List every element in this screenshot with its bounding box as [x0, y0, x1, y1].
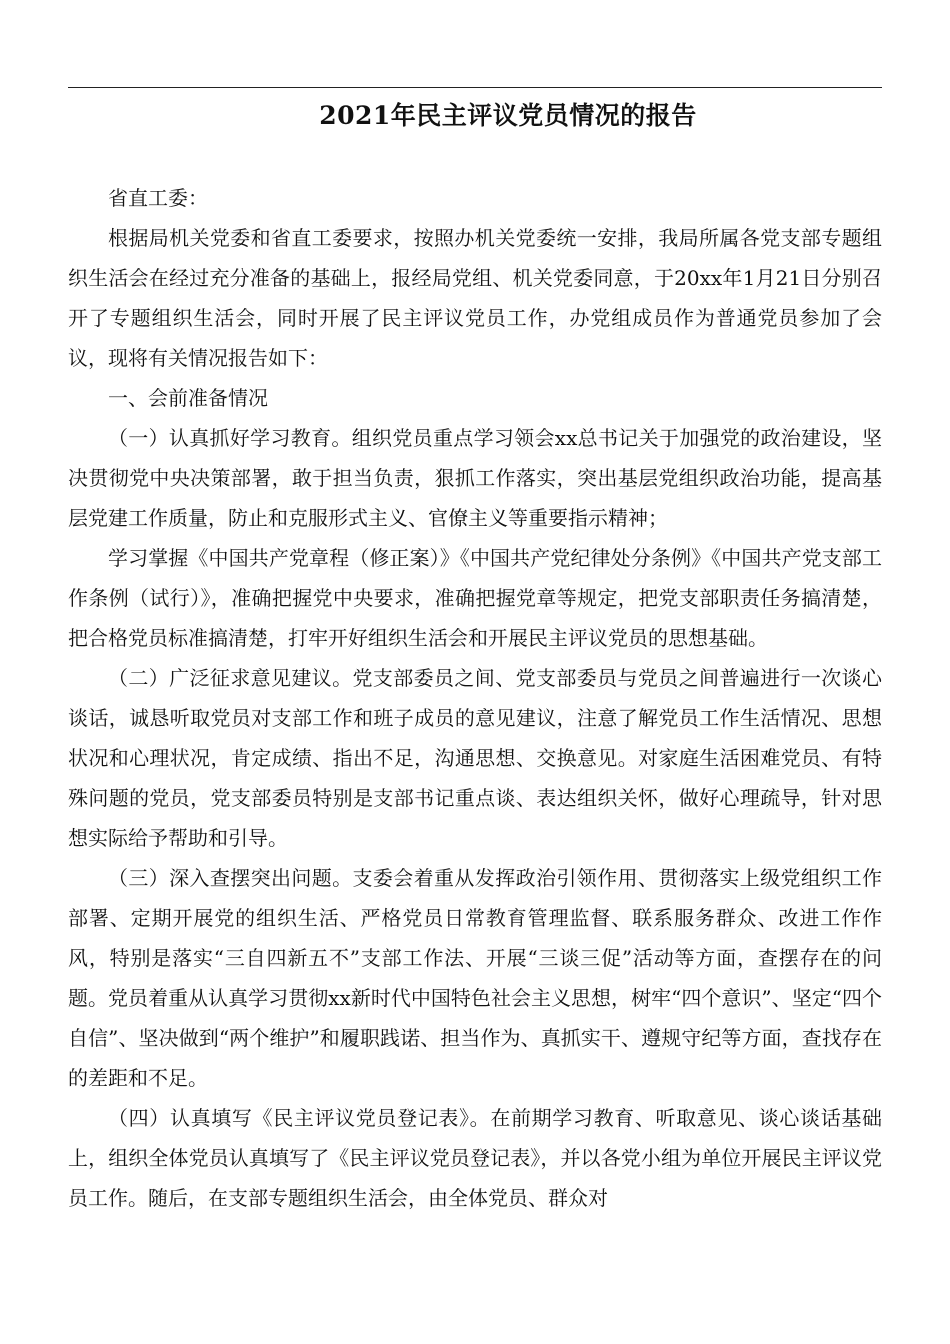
paragraph-study-documents: 学习掌握《中国共产党章程（修正案）》《中国共产党纪律处分条例》《中国共产党支部工作条例（试行）》，准确把握党中央要求，准确把握党章等规定，把党支部职责任务搞清楚，把合格党员标准搞清楚，打牢开好组织生活会和开展民主评议党员的思想基础。: [68, 546, 882, 650]
paragraph-identify-problems: （三）深入查摆突出问题。支委会着重从发挥政治引领作用、贯彻落实上级党组织工作部署、定期开展党的组织生活、严格党员日常教育管理监督、联系服务群众、改进工作作风，特别是落实“三自四新五不”支部工作法、开展“三谈三促”活动等方面，查摆存在的问题。党员着重从认真学习贯彻xx新时代中国特色社会主义思想，树牢“四个意识”、坚定“四个自信”、坚决做到“两个维护”和履职践诺、担当作为、真抓实干、遵规守纪等方面，查找存在的差距和不足。: [68, 866, 882, 1090]
header-rule: [68, 87, 882, 88]
paragraph-fill-forms: （四）认真填写《民主评议党员登记表》。在前期学习教育、听取意见、谈心谈话基础上，组织全体党员认真填写了《民主评议党员登记表》，并以各党小组为单位开展民主评议党员工作。随后，在支部专题组织生活会，由全体党员、群众对: [68, 1106, 882, 1210]
intro-paragraph: 根据局机关党委和省直工委要求，按照办机关党委统一安排，我局所属各党支部专题组织生活会在经过充分准备的基础上，报经局党组、机关党委同意，于20xx年1月21日分别召开了专题组织生活会，同时开展了民主评议党员工作，办党组成员作为普通党员参加了会议，现将有关情况报告如下：: [68, 226, 882, 370]
document-body: [68, 178, 882, 1218]
section-heading-1: 一、会前准备情况: [108, 386, 268, 410]
paragraph-solicit-opinions: （二）广泛征求意见建议。党支部委员之间、党支部委员与党员之间普遍进行一次谈心谈话，诚恳听取党员对支部工作和班子成员的意见建议，注意了解党员工作生活情况、思想状况和心理状况，肯定成绩、指出不足，沟通思想、交换意见。对家庭生活困难党员、有特殊问题的党员，党支部委员特别是支部书记重点谈、表达组织关怀，做好心理疏导，针对思想实际给予帮助和引导。: [68, 666, 882, 850]
paragraph-study-education: （一）认真抓好学习教育。组织党员重点学习领会xx总书记关于加强党的政治建设，坚决贯彻党中央决策部署，敢于担当负责，狠抓工作落实，突出基层党组织政治功能，提高基层党建工作质量，防止和克服形式主义、官僚主义等重要指示精神；: [68, 426, 882, 530]
salutation-paragraph: 省直工委：: [108, 186, 208, 210]
document-title: 2021年民主评议党员情况的报告: [319, 101, 697, 130]
